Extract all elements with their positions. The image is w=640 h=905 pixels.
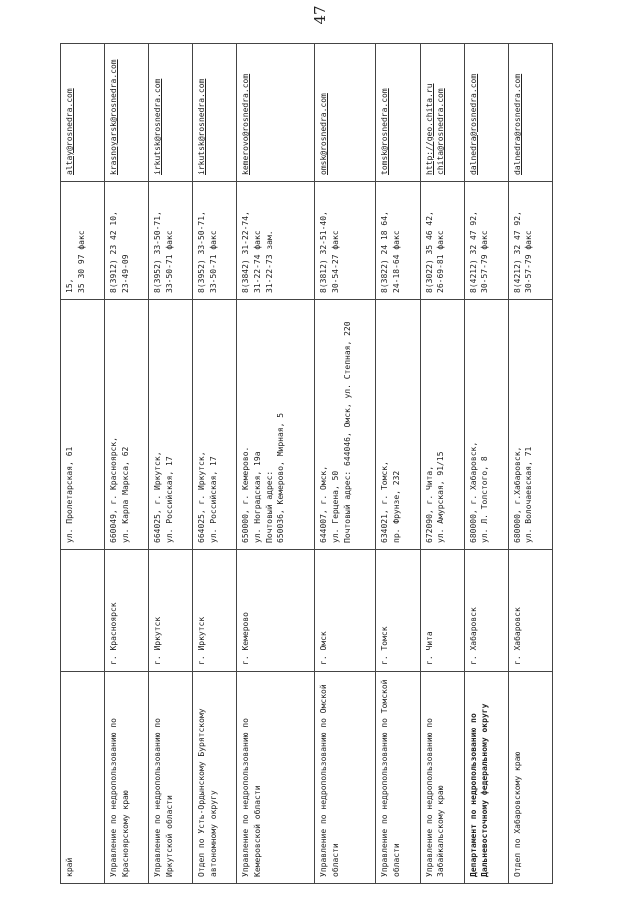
cell-city: г. Томск <box>376 550 420 672</box>
cell-address: 650000, г. Кемерово. ул. Ноградская, 19а Почтовый адрес: 650036, Кемерово, Мирная, 5 <box>237 300 315 550</box>
cell-email[interactable]: altay@rosnedra.com <box>61 44 105 182</box>
cell-email[interactable]: dalnedra@rosnedra.com <box>464 44 508 182</box>
cell-city: г. Хабаровск <box>508 550 552 672</box>
cell-address: 634021, г. Томск, пр. Фрунзе, 232 <box>376 300 420 550</box>
cell-department: Управление по недропользованию по Иркутской области <box>149 672 193 884</box>
table-row <box>376 44 420 884</box>
page-number: 47 <box>311 5 329 25</box>
cell-email[interactable]: omsk@rosnedra.com <box>315 44 376 182</box>
table-row <box>420 44 464 884</box>
cell-address: 664025, г. Иркутск, ул. Российская, 17 <box>149 300 193 550</box>
cell-email[interactable]: irkutsk@rosnedra.com <box>149 44 193 182</box>
cell-department: Отдел по Хабаровскому краю <box>508 672 552 884</box>
cell-city: г. Иркутск <box>193 550 237 672</box>
table-row <box>193 44 237 884</box>
cell-department: Управление по недропользованию по Кемеровской области <box>237 672 315 884</box>
cell-address: ул. Пролетарская, 61 <box>61 300 105 550</box>
cell-email[interactable]: irkutsk@rosnedra.com <box>193 44 237 182</box>
cell-city: г. Иркутск <box>149 550 193 672</box>
cell-address: 644007, г. Омск, ул. Герцена, 50 Почтовый адрес: 644046, Омск, ул. Степная, 220 <box>315 300 376 550</box>
cell-department: Управление по недропользованию по Красноярскому краю <box>105 672 149 884</box>
table-row <box>508 44 552 884</box>
cell-phone: 8(3842) 31-22-74, 31-22-74 факс 31-22-73 зам. <box>237 182 315 300</box>
cell-city: г. Красноярск <box>105 550 149 672</box>
table-row <box>237 44 315 884</box>
cell-phone: 8(3952) 33-50-71, 33-50-71 факс <box>193 182 237 300</box>
cell-email[interactable]: kemerovo@rosnedra.com <box>237 44 315 182</box>
cell-city <box>61 550 105 672</box>
table-row <box>464 44 508 884</box>
table-row <box>315 44 376 884</box>
cell-phone: 8(4212) 32 47 92, 30-57-79 факс <box>464 182 508 300</box>
cell-address: 660049, г. Красноярск, ул. Карла Маркса, 62 <box>105 300 149 550</box>
cell-address: 680000, г.Хабаровск, ул. Волочаевская, 71 <box>508 300 552 550</box>
cell-phone: 8(3822) 24 18 64, 24-18-64 факс <box>376 182 420 300</box>
table-row <box>149 44 193 884</box>
cell-address: 680000, г. Хабаровск, ул. Л. Толстого, 8 <box>464 300 508 550</box>
cell-phone: 8(4212) 32 47 92, 30-57-79 факс <box>508 182 552 300</box>
cell-email[interactable]: dalnedra@rosnedra.com <box>508 44 552 182</box>
cell-city: г. Хабаровск <box>464 550 508 672</box>
table-row <box>105 44 149 884</box>
cell-email[interactable]: tomsk@rosnedra.com <box>376 44 420 182</box>
cell-city: г. Кемерово <box>237 550 315 672</box>
cell-address: 672090, г. Чита, ул. Амурская, 91/15 <box>420 300 464 550</box>
table-row <box>61 44 105 884</box>
cell-department: Департамент по недропользованию по Дальневосточному федеральному округу <box>464 672 508 884</box>
cell-city: г. Омск <box>315 550 376 672</box>
cell-department: край <box>61 672 105 884</box>
cell-department: Управление по недропользованию по Томской области <box>376 672 420 884</box>
contacts-table <box>60 43 553 884</box>
cell-department: Отдел по Усть-Ордынскому Бурятскому автономному округу <box>193 672 237 884</box>
cell-email[interactable]: http://geo.chita.ru chita@rosnedra.com <box>420 44 464 182</box>
cell-department: Управление по недропользованию по Забайкальскому краю <box>420 672 464 884</box>
contacts-table-body <box>61 44 553 884</box>
cell-department: Управление по недропользованию по Омской области <box>315 672 376 884</box>
cell-phone: 8(3912) 23 42 10, 23-49-09 <box>105 182 149 300</box>
cell-phone: 8(3812) 32-51-40, 30-54-27 факс <box>315 182 376 300</box>
cell-email[interactable]: krasnoyarsk@rosnedra.com <box>105 44 149 182</box>
rotated-table-wrapper <box>60 44 553 884</box>
cell-address: 664025, г. Иркутск, ул. Российская, 17 <box>193 300 237 550</box>
cell-city: г. Чита <box>420 550 464 672</box>
cell-phone: 8(3952) 33-50-71, 33-50-71 факс <box>149 182 193 300</box>
cell-phone: 15, 35 30 97 факс <box>61 182 105 300</box>
cell-phone: 8(3022) 35 46 42, 26-69-81 факс <box>420 182 464 300</box>
